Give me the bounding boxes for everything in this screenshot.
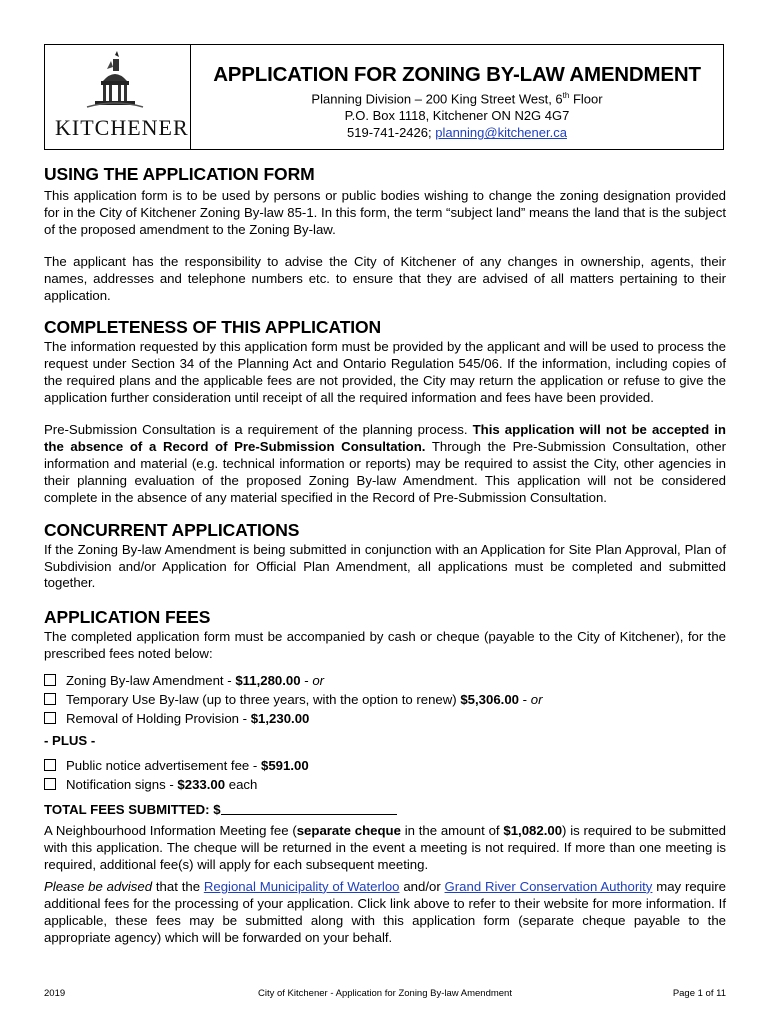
nim-text-2: in the amount of <box>400 823 504 839</box>
fee-or: or <box>312 673 325 689</box>
completeness-p2-end: Through the Pre-Submission Consultation, other information and material (e.g. technical information or reports) may be required to assist the City, other agencies in their planning evaluation of the proposed Zoning By-law Amendment. This application will not be considered complete in the absence of any material specified in the Record of Pre-Submission Consultation. <box>44 438 726 505</box>
fee-option-holding <box>44 709 726 728</box>
region-link[interactable]: Regional Municipality of Waterloo <box>203 878 400 894</box>
additional-fees-list <box>44 756 726 794</box>
fee-option-zoning <box>44 671 726 690</box>
fee-option-temporary <box>44 690 726 709</box>
nim-text-1: A Neighbourhood Information Meeting fee ( <box>44 823 297 839</box>
fee-label: Public notice advertisement fee - <box>66 758 261 774</box>
footer-title: City of Kitchener - Application for Zoning By-law Amendment <box>258 988 512 999</box>
fee-label: Removal of Holding Provision - <box>66 711 251 727</box>
checkbox[interactable] <box>44 693 56 705</box>
fees-intro: The completed application form must be accompanied by cash or cheque (payable to the City of Kitchener), for the prescribed fees noted below: <box>44 629 726 662</box>
total-fees-input[interactable] <box>221 802 397 815</box>
nim-paragraph <box>44 823 726 874</box>
using-paragraph-1: This application form is to be used by persons or public bodies wishing to change the zoning designation provided for in the City of Kitchener Zoning By-law 85-1. In this form, the term “subject land” means the land that is the subject of the proposed amendment to the Zoning By-law. <box>44 188 726 237</box>
address-floor: Floor <box>569 91 603 107</box>
section-heading-concurrent: CONCURRENT APPLICATIONS <box>44 519 300 540</box>
advise-text-3: may require additional fees for the processing of your application. Click link above to refer to their website for more information. If applicable, these fees may be submitted along with this application form (separate cheque payable to the appropriate agency) which will be forwarded on your behalf. <box>44 878 726 945</box>
section-heading-fees: APPLICATION FEES <box>44 607 211 628</box>
total-fees-row <box>44 802 726 817</box>
footer-year: 2019 <box>44 988 66 999</box>
total-fees-label: TOTAL FEES SUBMITTED: $ <box>44 802 221 818</box>
advise-italic: Please be advised <box>44 878 153 894</box>
nim-bold-1: separate cheque <box>296 823 401 839</box>
main-content <box>44 162 726 946</box>
title-block <box>191 45 723 149</box>
phone-number: 519-741-2426; <box>347 125 436 141</box>
checkbox[interactable] <box>44 712 56 724</box>
checkbox[interactable] <box>44 759 56 771</box>
form-title: APPLICATION FOR ZONING BY-LAW AMENDMENT <box>213 63 701 86</box>
section-heading-using: USING THE APPLICATION FORM <box>44 164 315 184</box>
city-hall-icon <box>51 47 185 117</box>
logo-wordmark: KITCHENER <box>55 115 189 140</box>
fee-amount: $1,230.00 <box>250 711 310 727</box>
fee-suffix: each <box>225 777 258 793</box>
fee-or: or <box>530 692 543 708</box>
advise-paragraph <box>44 879 726 947</box>
advise-text-1: that the <box>152 878 204 894</box>
section-heading-completeness: COMPLETENESS OF THIS APPLICATION <box>44 317 382 338</box>
fee-amount: $591.00 <box>260 758 309 774</box>
fee-option-signs <box>44 775 726 794</box>
grca-link[interactable]: Grand River Conservation Authority <box>444 878 653 894</box>
advise-text-2: and/or <box>399 878 445 894</box>
fee-amount: $233.00 <box>177 777 226 793</box>
address-line-1 <box>191 87 723 107</box>
footer-page-number: Page 1 of 11 <box>672 988 726 999</box>
completeness-paragraph-2 <box>44 422 726 507</box>
fee-option-public-notice <box>44 756 726 775</box>
fee-amount: $11,280.00 <box>235 673 301 689</box>
checkbox[interactable] <box>44 778 56 790</box>
completeness-p2-start: Pre-Submission Consultation is a requirement of the planning process. <box>44 422 473 438</box>
fee-label: Zoning By-law Amendment - <box>66 673 236 689</box>
email-link[interactable]: planning@kitchener.ca <box>435 125 567 141</box>
city-logo <box>45 45 191 149</box>
using-paragraph-2: The applicant has the responsibility to advise the City of Kitchener of any changes in ownership, agents, their names, addresses and telephone numbers etc. to ensure that they are advised of all matters pertaining to their application. <box>44 253 726 303</box>
plus-label: - PLUS - <box>44 733 96 749</box>
completeness-p2-bold: This application will not be accepted in the absence of a Record of Pre-Submission Consultation. <box>44 422 726 454</box>
completeness-paragraph-1: The information requested by this application form must be provided by the applicant and will be used to process the request under Section 34 of the Planning Act and Ontario Regulation 545/06. If the information, including copies of the required plans and the applicable fees are not provided, the City may return the application or refuse to give the application further consideration until receipt of all the required information and fees have been provided. <box>44 339 726 406</box>
header-box <box>44 44 724 150</box>
fee-suffix: - <box>519 692 531 708</box>
address-street: Planning Division – 200 King Street West, 6 <box>311 91 563 107</box>
fee-label: Notification signs - <box>66 777 178 793</box>
fee-suffix: - <box>300 673 313 689</box>
contact-line <box>191 124 723 141</box>
fee-label: Temporary Use By-law (up to three years, with the option to renew) <box>66 692 461 708</box>
concurrent-paragraph: If the Zoning By-law Amendment is being submitted in conjunction with an Application for Site Plan Approval, Plan of Subdivision and/or Application for Official Plan Amendment, all applications must be completed and submitted together. <box>44 541 726 591</box>
nim-bold-2: $1,082.00 <box>503 823 563 839</box>
fee-amount: $5,306.00 <box>460 692 520 708</box>
checkbox[interactable] <box>44 674 56 686</box>
address-line-2: P.O. Box 1118, Kitchener ON N2G 4G7 <box>344 108 570 124</box>
nim-text-3: ) is required to be submitted with this application. The cheque will be returned in the event a meeting is not required. If more than one meeting is required, additional fee(s) will apply for each subsequent meeting. <box>44 823 727 872</box>
fee-options-list <box>44 671 726 728</box>
floor-sup: th <box>562 91 570 100</box>
